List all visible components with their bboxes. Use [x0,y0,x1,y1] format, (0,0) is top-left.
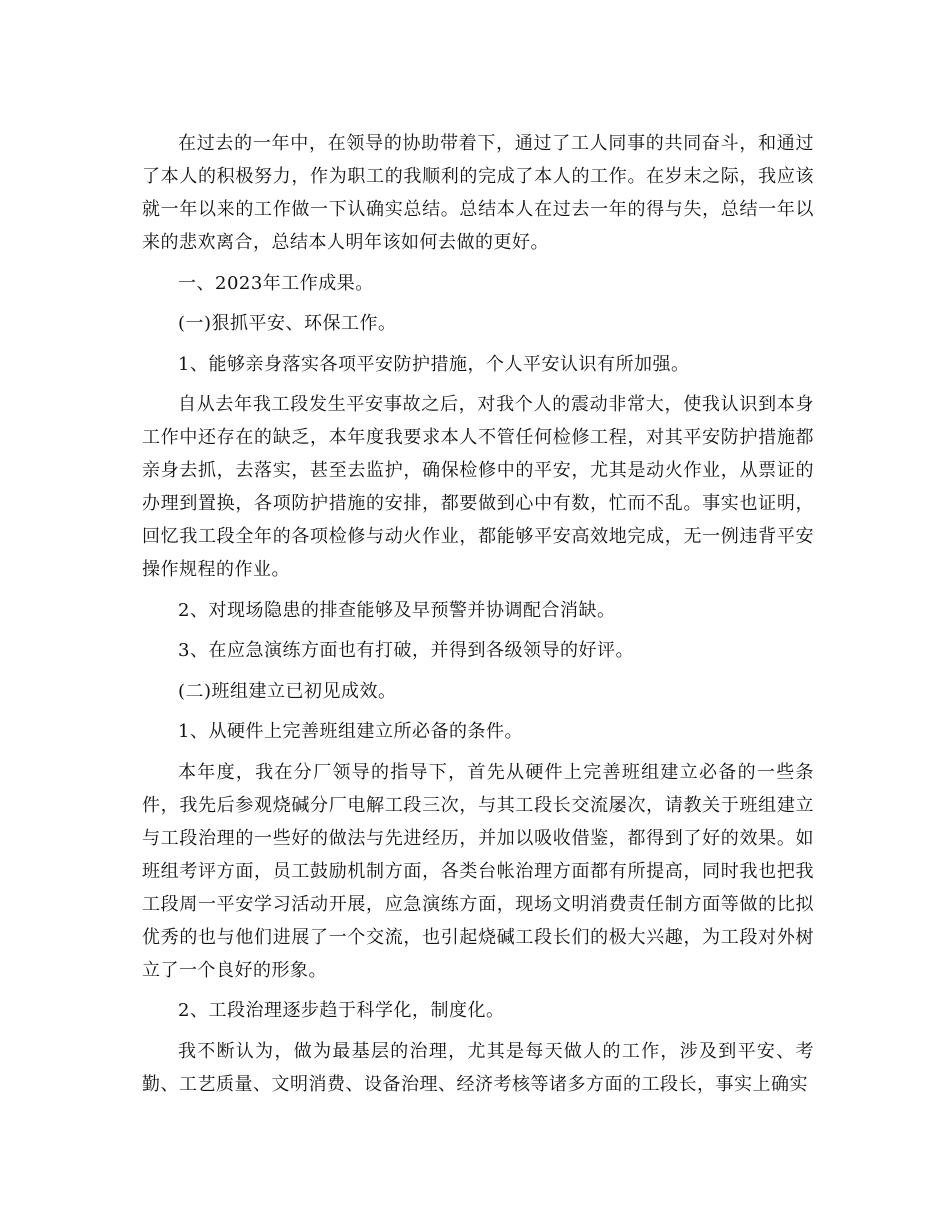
paragraph-intro: 在过去的一年中，在领导的协助带着下，通过了工人同事的共同奋斗，和通过了本人的积极努力，作为职工的我顺利的完成了本人的工作。在岁末之际，我应该就一年以来的工作做一下认确实总结。总结本人在过去一年的得与失，总结一年以来的悲欢离合，总结本人明年该如何去做的更好。 [142,133,814,253]
item-safety-1: 1、能够亲身落实各项平安防护措施，个人平安认识有所加强。 [178,353,690,375]
item-safety-3: 3、在应急演练方面也有打破，并得到各级领导的好评。 [178,640,634,661]
heading-section-1: 一、2023年工作成果。 [178,272,374,294]
item-safety-2: 2、对现场隐患的排查能够及早预警并协调配合消缺。 [178,599,616,621]
item-team-1: 1、从硬件上完善班组建立所必备的条件。 [178,721,523,742]
paragraph-safety-detail: 自从去年我工段发生平安事故之后，对我个人的震动非常大，使我认识到本身工作中还存在的缺乏，本年度我要求本人不管任何检修工程，对其平安防护措施都亲身去抓，去落实，甚至去监护，确保检修中的平安，尤其是动火作业，从票证的办理到置换，各项防护措施的安排，都要做到心中有数，忙而不乱。事实也证明，回忆我工段全年的各项检修与动火作业，都能够平安高效地完成，无一例违背平安操作规程的作业。 [142,394,814,580]
document-body [142,127,814,1108]
subheading-safety: (一)狠抓平安、环保工作。 [178,313,397,334]
paragraph-management-detail: 我不断认为，做为最基层的治理，尤其是每天做人的工作，涉及到平安、考勤、工艺质量、文明消费、设备治理、经济考核等诸多方面的工段长，事实上确实 [142,1040,814,1095]
item-team-2: 2、工段治理逐步趋于科学化，制度化。 [178,1000,505,1021]
subheading-team-building: (二)班组建立已初见成效。 [178,680,397,702]
paragraph-team-detail: 本年度，我在分厂领导的指导下，首先从硬件上完善班组建立必备的一些条件，我先后参观烧碱分厂电解工段三次，与其工段长交流屡次，请教关于班组建立与工段治理的一些好的做法与先进经历，并加以吸收借鉴，都得到了好的效果。如班组考评方面，员工鼓励机制方面，各类台帐治理方面都有所提高，同时我也把我工段周一平安学习活动开展，应急演练方面，现场文明消费责任制方面等做的比拟优秀的也与他们进展了一个交流，也引起烧碱工段长们的极大兴趣，为工段对外树立了一个良好的形象。 [142,761,814,981]
